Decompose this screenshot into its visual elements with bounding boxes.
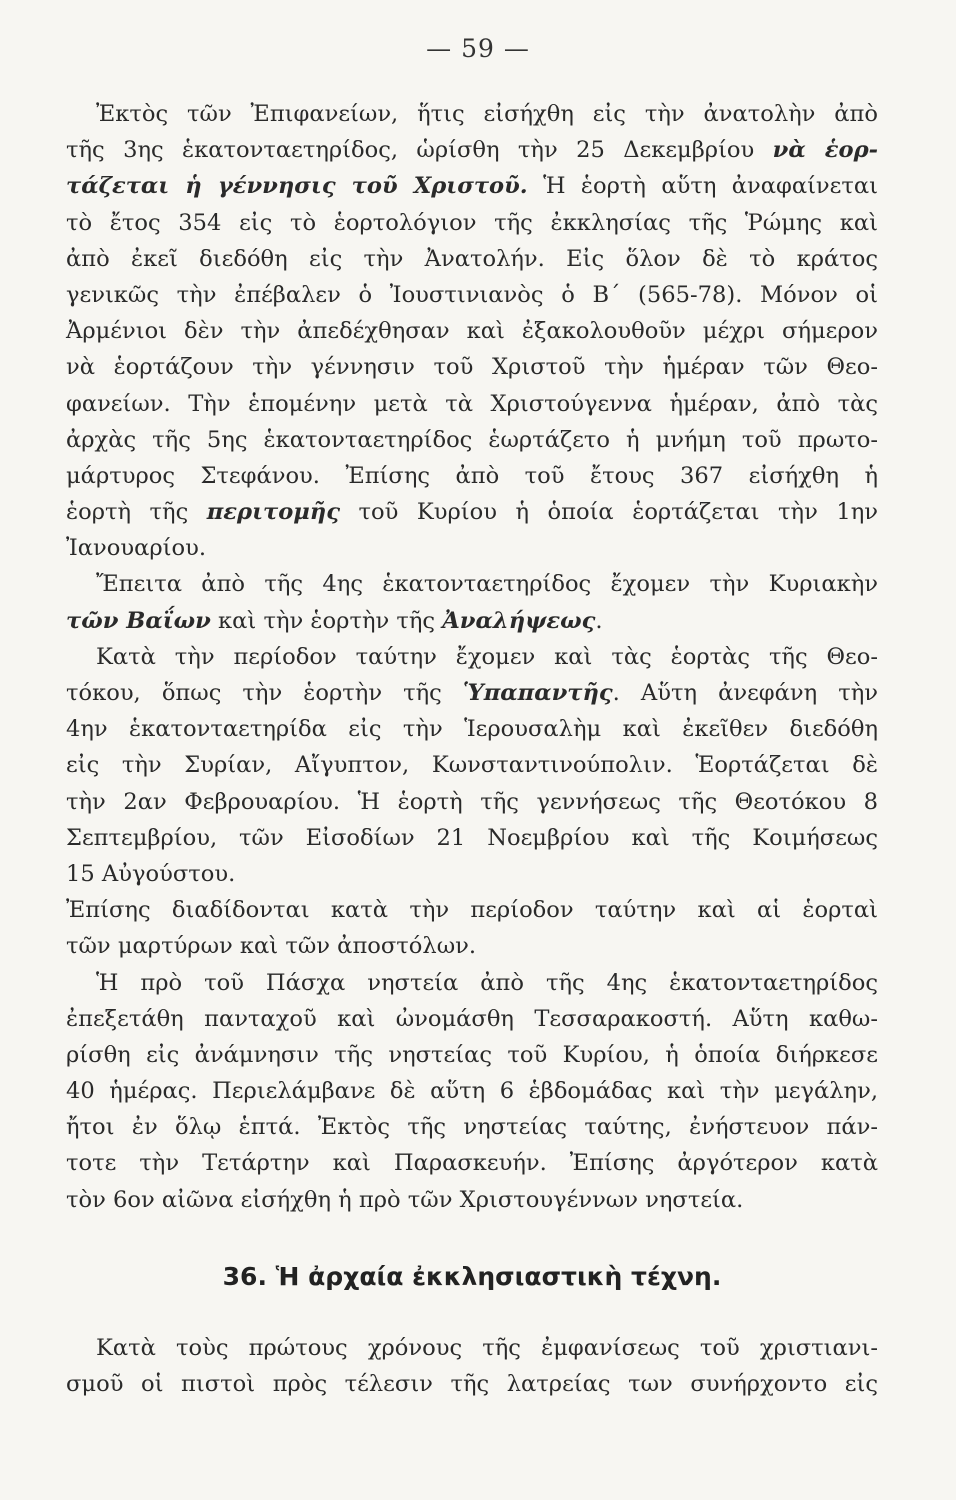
text-run: Ἔπειτα ἀπὸ τῆς 4ης ἑκατονταετηρίδος ἔχομεν τὴν Κυριακὴν	[96, 571, 878, 598]
text-line	[66, 422, 878, 458]
text-run: ἀρχὰς τῆς 5ης ἑκατονταετηρίδος ἑωρτάζετο ἡ μνήμη τοῦ πρωτο-	[66, 426, 878, 453]
text-run: ἐπεξετάθη πανταχοῦ καὶ ὠνομάσθη Τεσσαρακοστή. Αὕτη καθω-	[66, 1005, 878, 1032]
text-run: τὸν 6ον αἰῶνα εἰσήχθη ἡ πρὸ τῶν Χριστουγέννων νηστεία.	[66, 1186, 744, 1213]
text-run: νὰ ἑορτάζουν τὴν γέννησιν τοῦ Χριστοῦ τὴν ἡμέραν τῶν Θεο-	[66, 354, 878, 381]
text-line	[66, 675, 878, 711]
text-line	[66, 1366, 878, 1402]
text-line	[66, 892, 878, 928]
text-run: τοτε τὴν Τετάρτην καὶ Παρασκευήν. Ἐπίσης ἀργότερον κατὰ	[66, 1150, 878, 1177]
text-run: τὴν 2αν Φεβρουαρίου. Ἡ ἑορτὴ τῆς γεννήσεως τῆς Θεοτόκου 8	[66, 788, 878, 815]
text-run: Ἐκτὸς τῶν Ἐπιφανείων, ἥτις εἰσήχθη εἰς τὴν ἀνατολὴν ἀπὸ	[96, 101, 878, 127]
text-run: τῆς 3ης ἑκατονταετηρίδος, ὡρίσθη τὴν 25 Δεκεμβρίου	[66, 137, 773, 164]
text-run: τῶν μαρτύρων καὶ τῶν ἀποστόλων.	[66, 933, 477, 960]
text-run: σμοῦ οἱ πιστοὶ πρὸς τέλεσιν τῆς λατρείας των συνήρχοντο εἰς	[66, 1371, 878, 1398]
text-run: .	[595, 607, 603, 634]
text-run: Κατὰ τὴν περίοδον ταύτην ἔχομεν καὶ τὰς ἑορτὰς τῆς Θεο-	[96, 643, 878, 670]
body-text	[66, 96, 878, 1218]
text-run: 15 Αὐγούστου.	[66, 860, 236, 887]
text-run: καὶ τὴν ἑορτὴν τῆς	[210, 607, 443, 634]
text-line	[66, 458, 878, 494]
text-run: Ἡ ἑορτὴ αὕτη ἀναφαίνεται	[527, 173, 878, 200]
emphasized-text: τῶν Βαΐων	[66, 607, 211, 634]
text-run: Κατὰ τοὺς πρώτους χρόνους τῆς ἐμφανίσεως τοῦ χριστιανι-	[96, 1335, 878, 1361]
text-line	[66, 784, 878, 820]
text-run: Ἡ πρὸ τοῦ Πάσχα νηστεία ἀπὸ τῆς 4ης ἑκατονταετηρίδος	[96, 969, 878, 996]
emphasized-text: περιτομῆς	[206, 499, 340, 526]
text-run: Σεπτεμβρίου, τῶν Εἰσοδίων 21 Νοεμβρίου καὶ τῆς Κοιμήσεως	[66, 824, 878, 851]
text-line	[66, 132, 878, 168]
text-run: τόκου, ὅπως τὴν ἑορτὴν τῆς	[66, 680, 463, 706]
text-line	[66, 566, 878, 602]
text-line	[66, 1073, 878, 1109]
text-line	[66, 965, 878, 1001]
page-number: — 59 —	[426, 34, 530, 63]
text-line	[66, 928, 878, 964]
text-line	[66, 1182, 878, 1218]
text-run: . Αὕτη ἀνεφάνη τὴν	[612, 680, 878, 706]
text-run: φανείων. Τὴν ἑπομένην μετὰ τὰ Χριστούγεννα ἡμέραν, ἀπὸ τὰς	[66, 390, 878, 417]
text-line	[66, 820, 878, 856]
text-run: ἤτοι ἐν ὅλῳ ἑπτά. Ἐκτὸς τῆς νηστείας ταύτης, ἐνήστευον πάν-	[66, 1114, 878, 1141]
text-line	[66, 494, 878, 530]
text-run: ρίσθη εἰς ἀνάμνησιν τῆς νηστείας τοῦ Κυρίου, ἡ ὁποία διήρκεσε	[66, 1041, 878, 1068]
emphasized-text: Ἀναλήψεως	[442, 607, 596, 634]
text-run: 40 ἡμέρας. Περιελάμβανε δὲ αὕτη 6 ἑβδομάδας καὶ τὴν μεγάλην,	[66, 1078, 878, 1105]
section-heading: 36. Ἡ ἀρχαία ἐκκλησιαστικὴ τέχνη.	[222, 1262, 722, 1291]
text-run: 4ην ἑκατονταετηρίδα εἰς τὴν Ἱερουσαλὴμ καὶ ἐκεῖθεν διεδόθη	[66, 716, 878, 743]
emphasized-text: Ὑπαπαντῆς	[462, 680, 613, 706]
emphasized-text: νὰ ἑορ-	[772, 137, 878, 164]
text-line	[66, 1145, 878, 1181]
text-run: γενικῶς τὴν ἐπέβαλεν ὁ Ἰουστινιανὸς ὁ Β΄ (565-78). Μόνον οἱ	[66, 281, 878, 308]
text-line	[66, 386, 878, 422]
text-line	[66, 168, 878, 204]
text-line	[66, 1001, 878, 1037]
text-line	[66, 205, 878, 241]
text-line	[66, 349, 878, 385]
text-line	[66, 1330, 878, 1366]
text-run: ἀπὸ ἐκεῖ διεδόθη εἰς τὴν Ἀνατολήν. Εἰς ὅλον δὲ τὸ κράτος	[66, 245, 878, 272]
text-line	[66, 747, 878, 783]
text-line	[66, 1037, 878, 1073]
text-run: μάρτυρος Στεφάνου. Ἐπίσης ἀπὸ τοῦ ἔτους 367 εἰσήχθη ἡ	[66, 462, 878, 489]
text-line	[66, 241, 878, 277]
text-line	[66, 530, 878, 566]
text-run: τοῦ Κυρίου ἡ ὁποία ἑορτάζεται τὴν 1ην	[340, 499, 878, 526]
text-run: Ἀρμένιοι δὲν τὴν ἀπεδέχθησαν καὶ ἐξακολουθοῦν μέχρι σήμερον	[66, 318, 878, 345]
text-line	[66, 711, 878, 747]
text-line	[66, 603, 878, 639]
text-run: Ἰανουαρίου.	[66, 535, 207, 562]
text-run: Ἐπίσης διαδίδονται κατὰ τὴν περίοδον ταύτην καὶ αἱ ἑορταὶ	[66, 897, 878, 924]
text-run: ἑορτὴ τῆς	[66, 499, 207, 526]
text-line	[66, 639, 878, 675]
text-line	[66, 1109, 878, 1145]
text-run: εἰς τὴν Συρίαν, Αἴγυπτον, Κωνσταντινούπολιν. Ἑορτάζεται δὲ	[66, 752, 878, 779]
section-body-text	[66, 1330, 878, 1402]
text-line	[66, 96, 878, 132]
text-line	[66, 277, 878, 313]
text-run: τὸ ἔτος 354 εἰς τὸ ἑορτολόγιον τῆς ἐκκλησίας τῆς Ῥώμης καὶ	[66, 209, 878, 236]
text-line	[66, 313, 878, 349]
text-line	[66, 856, 878, 892]
emphasized-text: τάζεται ἡ γέννησις τοῦ Χριστοῦ.	[66, 173, 528, 200]
